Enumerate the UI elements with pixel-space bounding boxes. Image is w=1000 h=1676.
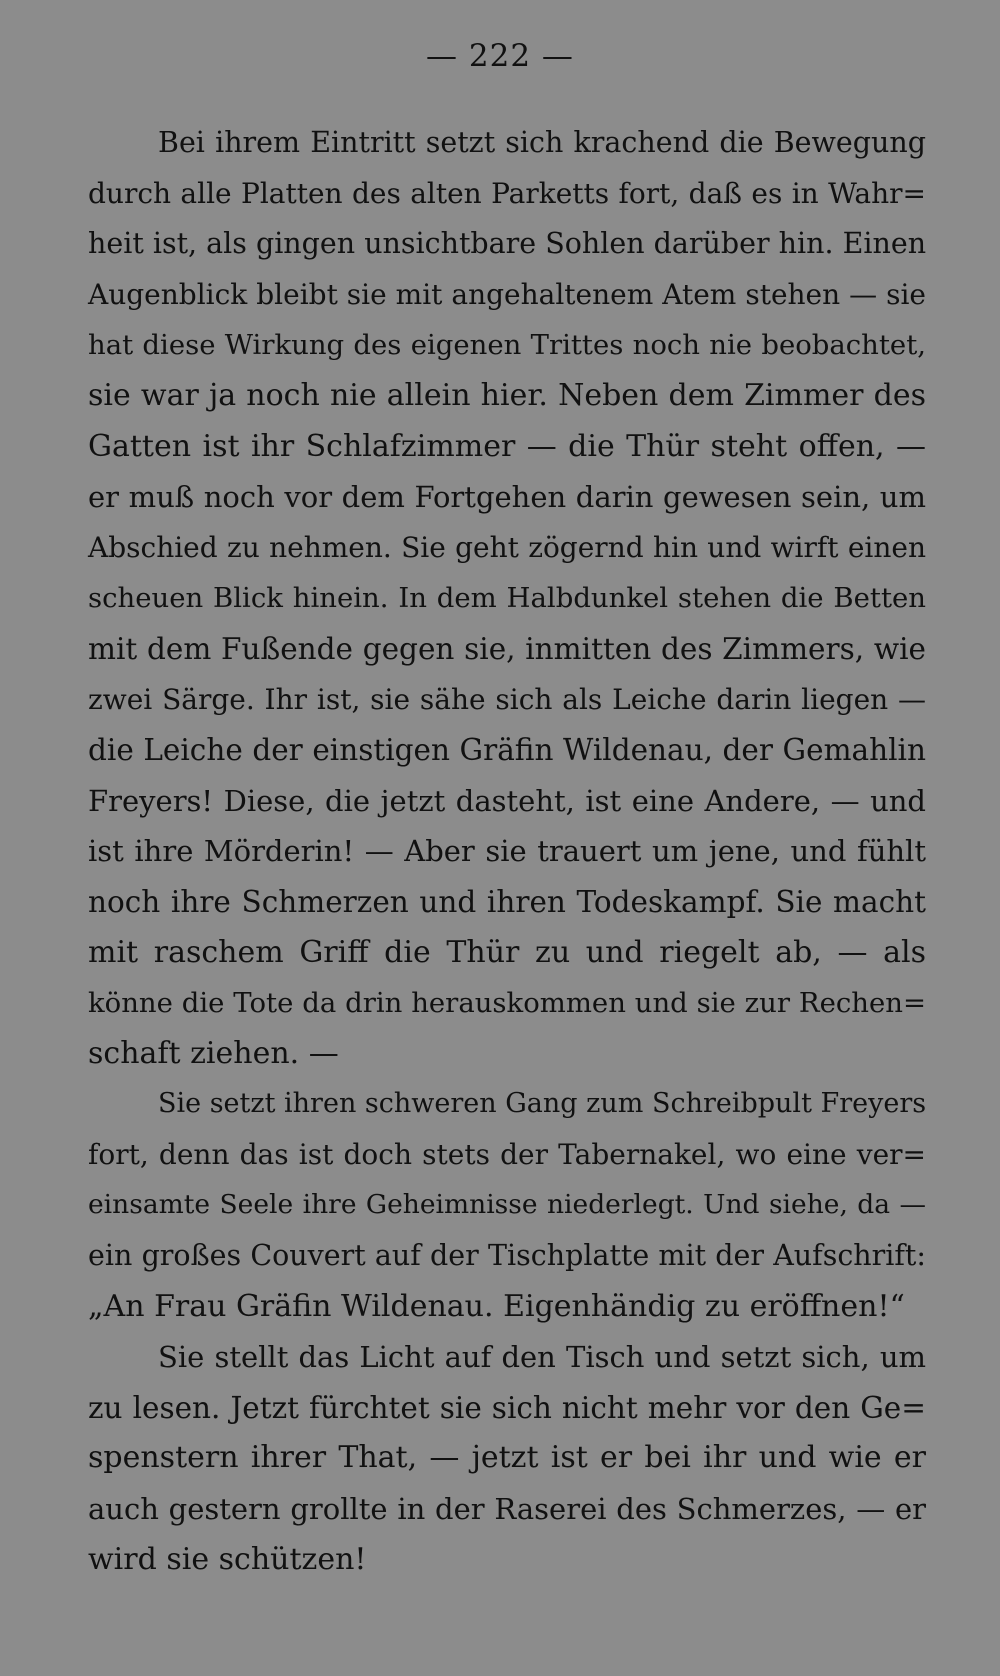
text-line-20: Sie setzt ihren schweren Gang zum Schreibpult Freyers (158, 1088, 927, 1120)
text-line-26: zu lesen. Jetzt fürchtet sie sich nicht mehr vor den Ge= (88, 1390, 926, 1425)
text-line-4: Augenblick bleibt sie mit angehaltenem Atem stehen — sie (88, 277, 926, 311)
text-line-9: Abschied zu nehmen. Sie geht zögernd hin und wirft einen (88, 530, 926, 564)
text-line-2: durch alle Platten des alten Parketts fort, daß es in Wahr= (88, 176, 926, 210)
text-line-13: die Leiche der einstigen Gräfin Wildenau, der Gemahlin (88, 733, 926, 768)
text-line-23: ein großes Couvert auf der Tischplatte mit der Aufschrift: (88, 1239, 926, 1273)
text-line-19: schaft ziehen. — (88, 1035, 339, 1071)
text-line-24: „An Frau Gräfin Wildenau. Eigenhändig zu eröffnen!“ (88, 1288, 905, 1324)
text-line-12: zwei Särge. Ihr ist, sie sähe sich als Leiche darin liegen — (88, 682, 926, 716)
text-line-3: heit ist, als gingen unsichtbare Sohlen darüber hin. Einen (88, 227, 927, 261)
page-text (88, 118, 926, 1585)
text-line-16: noch ihre Schmerzen und ihren Todeskampf. Sie macht (88, 884, 926, 919)
text-line-1: Bei ihrem Eintritt setzt sich krachend die Bewegung (158, 126, 926, 159)
text-line-10: scheuen Blick hinein. In dem Halbdunkel stehen die Betten (88, 582, 926, 615)
text-line-18: könne die Tote da drin herauskommen und sie zur Rechen= (88, 987, 926, 1020)
text-line-5: hat diese Wirkung des eigenen Trittes noch nie beobachtet, (88, 329, 926, 362)
text-line-22: einsamte Seele ihre Geheimnisse niederlegt. Und siehe, da — (88, 1189, 926, 1221)
page-number: — 222 — (426, 38, 574, 74)
text-line-29: wird sie schützen! (88, 1541, 367, 1577)
text-line-7: Gatten ist ihr Schlafzimmer — die Thür steht offen, — (88, 428, 926, 464)
text-line-6: sie war ja noch nie allein hier. Neben dem Zimmer des (88, 377, 926, 413)
text-line-27: spenstern ihrer That, — jetzt ist er bei ihr und wie er (88, 1440, 926, 1476)
text-line-15: ist ihre Mörderin! — Aber sie trauert um jene, und fühlt (88, 834, 926, 869)
text-line-8: er muß noch vor dem Fortgehen darin gewesen sein, um (88, 480, 926, 515)
text-line-11: mit dem Fußende gegen sie, inmitten des Zimmers, wie (88, 631, 926, 666)
text-line-25: Sie stellt das Licht auf den Tisch und setzt sich, um (158, 1340, 926, 1375)
text-line-14: Freyers! Diese, die jetzt dasteht, ist eine Andere, — und (88, 783, 926, 818)
text-line-21: fort, denn das ist doch stets der Tabernakel, wo eine ver= (88, 1137, 926, 1171)
text-line-28: auch gestern grollte in der Raserei des Schmerzes, — er (88, 1492, 926, 1527)
text-line-17: mit raschem Griff die Thür zu und riegelt ab, — als (88, 934, 926, 970)
